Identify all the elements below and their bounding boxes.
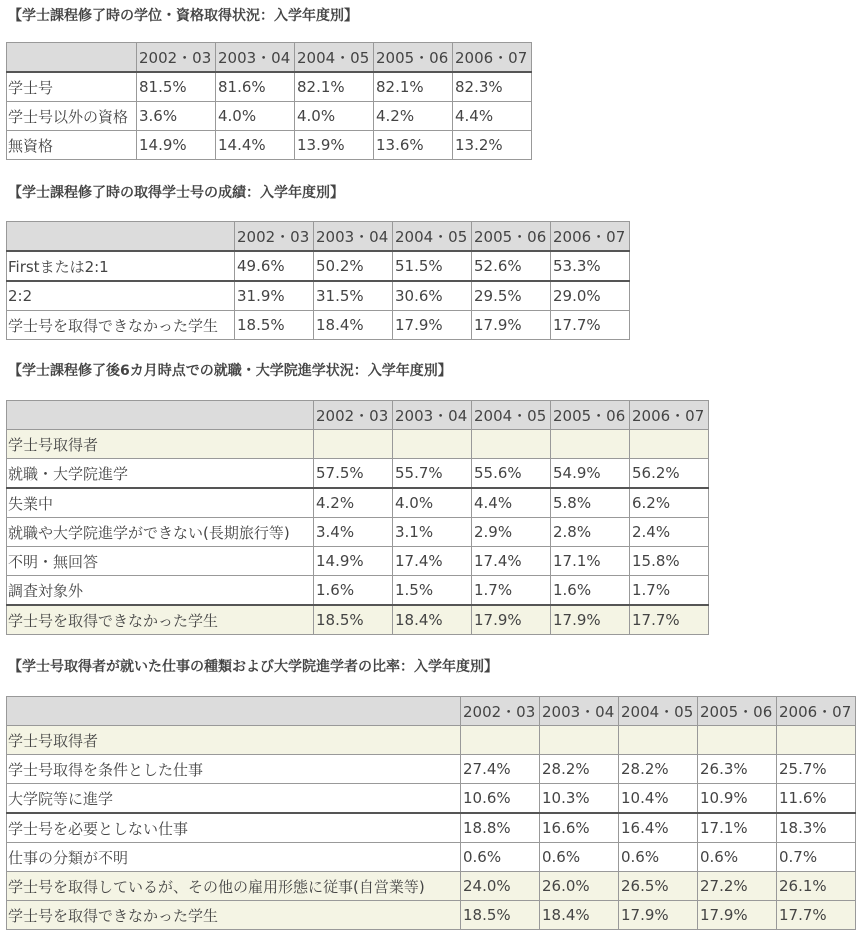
row-label: 学士号を取得できなかった学生 <box>7 901 461 930</box>
cell: 18.4% <box>314 311 393 340</box>
table-row <box>7 813 856 843</box>
row-label: 学士号を取得しているが、その他の雇用形態に従事(自営業等) <box>7 872 461 901</box>
table-row <box>7 872 856 901</box>
cell: 26.1% <box>777 872 856 901</box>
row-label: 就職や大学院進学ができない(長期旅行等) <box>7 518 314 547</box>
cell: 27.2% <box>698 872 777 901</box>
cell <box>461 726 540 755</box>
table-row <box>7 430 709 459</box>
table-row <box>7 547 709 576</box>
degree-status-table <box>6 42 532 160</box>
cell: 10.4% <box>619 784 698 814</box>
table3-title: 【学士課程修了後6カ月時点での就職・大学院進学状況：入学年度別】 <box>8 363 452 379</box>
cell: 4.4% <box>453 102 532 131</box>
cell: 17.9% <box>619 901 698 930</box>
cell: 3.1% <box>393 518 472 547</box>
cell: 30.6% <box>393 281 472 311</box>
header-year: 2005・06 <box>551 401 630 430</box>
cell: 10.6% <box>461 784 540 814</box>
cell: 1.7% <box>630 576 709 606</box>
cell: 26.3% <box>698 755 777 784</box>
cell: 28.2% <box>619 755 698 784</box>
table-header-row <box>7 401 709 430</box>
cell: 18.8% <box>461 813 540 843</box>
header-year: 2006・07 <box>777 697 856 726</box>
employment-status-table <box>6 400 709 635</box>
header-year: 2005・06 <box>374 43 453 73</box>
cell <box>551 430 630 459</box>
cell: 13.9% <box>295 131 374 160</box>
cell: 55.6% <box>472 459 551 489</box>
table-row <box>7 843 856 872</box>
cell: 0.6% <box>619 843 698 872</box>
cell: 54.9% <box>551 459 630 489</box>
header-year: 2002・03 <box>314 401 393 430</box>
cell: 0.6% <box>698 843 777 872</box>
cell: 52.6% <box>472 251 551 281</box>
header-year: 2005・06 <box>698 697 777 726</box>
cell: 4.0% <box>393 488 472 518</box>
cell: 3.4% <box>314 518 393 547</box>
cell: 18.5% <box>235 311 314 340</box>
cell: 31.5% <box>314 281 393 311</box>
cell: 2.9% <box>472 518 551 547</box>
cell: 10.9% <box>698 784 777 814</box>
cell: 1.6% <box>551 576 630 606</box>
cell: 18.3% <box>777 813 856 843</box>
table-header-row <box>7 222 630 252</box>
cell: 4.2% <box>314 488 393 518</box>
table2-title: 【学士課程修了時の取得学士号の成績：入学年度別】 <box>8 185 344 201</box>
cell: 0.6% <box>461 843 540 872</box>
row-label: 不明・無回答 <box>7 547 314 576</box>
cell: 17.9% <box>551 605 630 635</box>
cell: 0.6% <box>540 843 619 872</box>
cell: 17.1% <box>551 547 630 576</box>
cell: 13.2% <box>453 131 532 160</box>
header-corner <box>7 697 461 726</box>
cell: 25.7% <box>777 755 856 784</box>
table-row <box>7 901 856 930</box>
cell: 26.0% <box>540 872 619 901</box>
table-row <box>7 576 709 606</box>
cell <box>619 726 698 755</box>
cell: 2.4% <box>630 518 709 547</box>
table-row <box>7 311 630 340</box>
table-row <box>7 784 856 814</box>
header-year: 2005・06 <box>472 222 551 252</box>
header-year: 2003・04 <box>216 43 295 73</box>
table-header-row <box>7 697 856 726</box>
cell: 24.0% <box>461 872 540 901</box>
job-type-table <box>6 696 856 930</box>
cell: 4.0% <box>216 102 295 131</box>
header-year: 2003・04 <box>314 222 393 252</box>
table-row <box>7 251 630 281</box>
row-label: 学士号取得者 <box>7 726 461 755</box>
table4-title: 【学士号取得者が就いた仕事の種類および大学院進学者の比率：入学年度別】 <box>8 659 498 675</box>
table-row <box>7 459 709 489</box>
cell: 16.6% <box>540 813 619 843</box>
cell: 81.5% <box>137 72 216 102</box>
cell: 17.7% <box>777 901 856 930</box>
cell: 27.4% <box>461 755 540 784</box>
cell: 0.7% <box>777 843 856 872</box>
cell: 18.5% <box>314 605 393 635</box>
cell <box>698 726 777 755</box>
row-label: Firstまたは2:1 <box>7 251 235 281</box>
cell: 17.9% <box>472 605 551 635</box>
cell: 31.9% <box>235 281 314 311</box>
cell: 81.6% <box>216 72 295 102</box>
header-corner <box>7 401 314 430</box>
row-label: 学士号 <box>7 72 137 102</box>
cell: 17.4% <box>393 547 472 576</box>
header-year: 2006・07 <box>630 401 709 430</box>
header-year: 2003・04 <box>393 401 472 430</box>
header-year: 2004・05 <box>393 222 472 252</box>
cell: 50.2% <box>314 251 393 281</box>
cell: 10.3% <box>540 784 619 814</box>
cell: 2.8% <box>551 518 630 547</box>
table-header-row <box>7 43 532 73</box>
cell <box>630 430 709 459</box>
cell: 4.0% <box>295 102 374 131</box>
cell: 11.6% <box>777 784 856 814</box>
row-label: 就職・大学院進学 <box>7 459 314 489</box>
cell: 53.3% <box>551 251 630 281</box>
cell <box>472 430 551 459</box>
table-row <box>7 488 709 518</box>
cell: 13.6% <box>374 131 453 160</box>
cell: 15.8% <box>630 547 709 576</box>
table-row <box>7 755 856 784</box>
cell: 17.1% <box>698 813 777 843</box>
cell: 17.9% <box>698 901 777 930</box>
cell: 14.9% <box>314 547 393 576</box>
cell: 4.4% <box>472 488 551 518</box>
header-year: 2006・07 <box>551 222 630 252</box>
cell <box>540 726 619 755</box>
table1-title: 【学士課程修了時の学位・資格取得状況：入学年度別】 <box>8 8 358 24</box>
table-row <box>7 102 532 131</box>
cell: 51.5% <box>393 251 472 281</box>
cell <box>314 430 393 459</box>
cell: 14.4% <box>216 131 295 160</box>
cell: 5.8% <box>551 488 630 518</box>
table-row <box>7 131 532 160</box>
cell: 82.3% <box>453 72 532 102</box>
cell: 49.6% <box>235 251 314 281</box>
cell <box>393 430 472 459</box>
row-label: 学士号以外の資格 <box>7 102 137 131</box>
header-year: 2002・03 <box>235 222 314 252</box>
cell: 6.2% <box>630 488 709 518</box>
header-year: 2004・05 <box>295 43 374 73</box>
header-corner <box>7 222 235 252</box>
cell: 82.1% <box>374 72 453 102</box>
cell: 28.2% <box>540 755 619 784</box>
cell: 18.5% <box>461 901 540 930</box>
table-row <box>7 726 856 755</box>
header-year: 2002・03 <box>461 697 540 726</box>
cell: 57.5% <box>314 459 393 489</box>
row-label: 学士号取得を条件とした仕事 <box>7 755 461 784</box>
cell: 1.5% <box>393 576 472 606</box>
header-year: 2006・07 <box>453 43 532 73</box>
cell: 3.6% <box>137 102 216 131</box>
table-row <box>7 605 709 635</box>
table-row <box>7 518 709 547</box>
cell: 1.7% <box>472 576 551 606</box>
row-label: 仕事の分類が不明 <box>7 843 461 872</box>
cell: 17.9% <box>393 311 472 340</box>
cell: 29.0% <box>551 281 630 311</box>
cell: 1.6% <box>314 576 393 606</box>
degree-class-table <box>6 221 630 340</box>
cell: 82.1% <box>295 72 374 102</box>
row-label: 無資格 <box>7 131 137 160</box>
cell: 16.4% <box>619 813 698 843</box>
header-year: 2002・03 <box>137 43 216 73</box>
cell: 14.9% <box>137 131 216 160</box>
cell: 56.2% <box>630 459 709 489</box>
cell: 55.7% <box>393 459 472 489</box>
cell: 17.4% <box>472 547 551 576</box>
cell: 29.5% <box>472 281 551 311</box>
table-row <box>7 281 630 311</box>
cell: 26.5% <box>619 872 698 901</box>
row-label: 学士号を取得できなかった学生 <box>7 311 235 340</box>
header-corner <box>7 43 137 73</box>
row-label: 失業中 <box>7 488 314 518</box>
header-year: 2003・04 <box>540 697 619 726</box>
row-label: 大学院等に進学 <box>7 784 461 814</box>
cell: 4.2% <box>374 102 453 131</box>
header-year: 2004・05 <box>472 401 551 430</box>
cell <box>777 726 856 755</box>
cell: 18.4% <box>540 901 619 930</box>
row-label: 2:2 <box>7 281 235 311</box>
cell: 17.7% <box>630 605 709 635</box>
row-label: 学士号取得者 <box>7 430 314 459</box>
table-row <box>7 72 532 102</box>
row-label: 調査対象外 <box>7 576 314 606</box>
header-year: 2004・05 <box>619 697 698 726</box>
cell: 18.4% <box>393 605 472 635</box>
row-label: 学士号を取得できなかった学生 <box>7 605 314 635</box>
cell: 17.7% <box>551 311 630 340</box>
row-label: 学士号を必要としない仕事 <box>7 813 461 843</box>
cell: 17.9% <box>472 311 551 340</box>
